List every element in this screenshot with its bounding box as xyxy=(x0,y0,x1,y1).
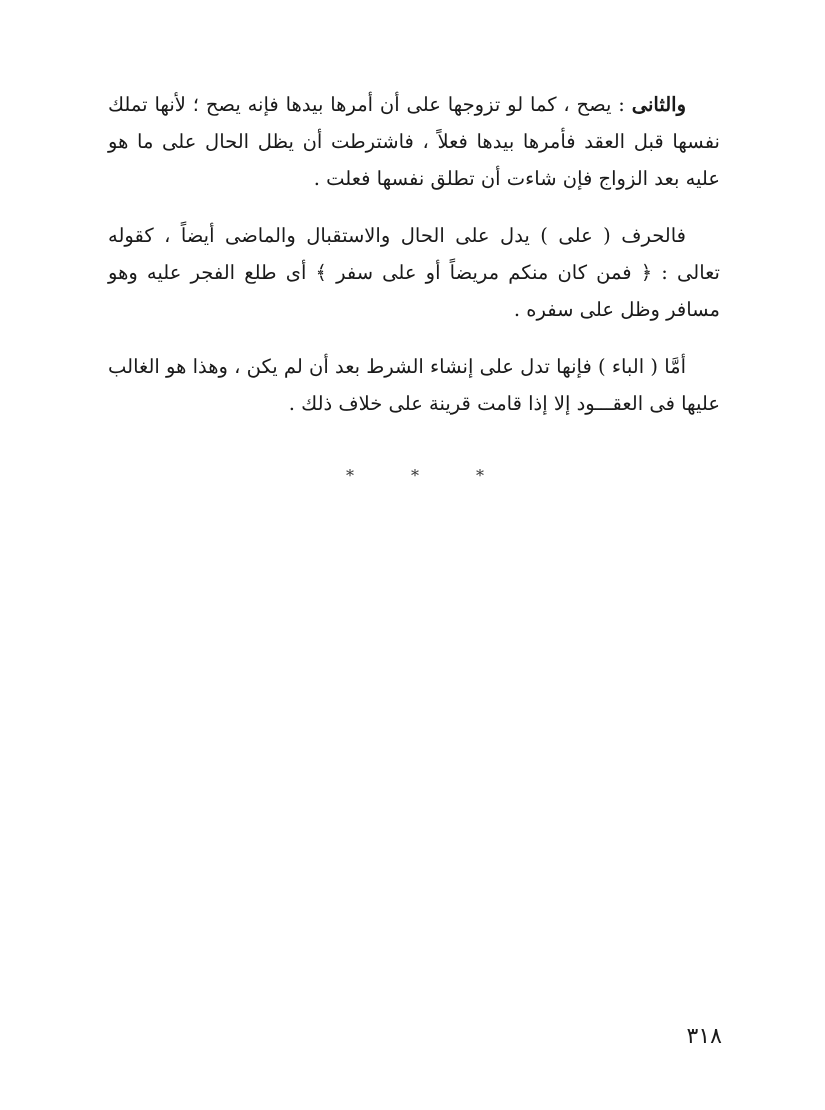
asterisk-icon: * xyxy=(476,466,484,485)
asterisk-icon: * xyxy=(411,466,419,485)
section-divider xyxy=(340,466,490,485)
page-number: ٣١٨ xyxy=(686,1024,722,1049)
paragraph-2 xyxy=(108,217,720,328)
paragraph-1-lead: والثانى xyxy=(631,93,686,116)
paragraph-2-text: فالحرف ( على ) يدل على الحال والاستقبال والماضى أيضاً ، كقوله تعالى : ﴿ فمن كان منكم مريضاً أو على سفر ﴾ أى طلع الفجر عليه وهو مسافر وظل على سفره . xyxy=(108,224,720,321)
paragraph-1-text: : يصح ، كما لو تزوجها على أن أمرها بيدها فإنه يصح ؛ لأنها تملك نفسها قبل العقد فأمرها بيدها فعلاً ، فاشترطت أن يظل الحال على ما هو عليه بعد الزواج فإن شاءت أن تطلق نفسها فعلت . xyxy=(108,93,720,190)
paragraph-1 xyxy=(108,86,720,197)
body-text xyxy=(108,86,720,442)
asterisk-icon: * xyxy=(346,466,354,485)
paragraph-3-text: أمَّا ( الباء ) فإنها تدل على إنشاء الشرط بعد أن لم يكن ، وهذا هو الغالب عليها فى العقـــود إلا إذا قامت قرينة على خلاف ذلك . xyxy=(108,355,720,415)
paragraph-3 xyxy=(108,348,720,422)
